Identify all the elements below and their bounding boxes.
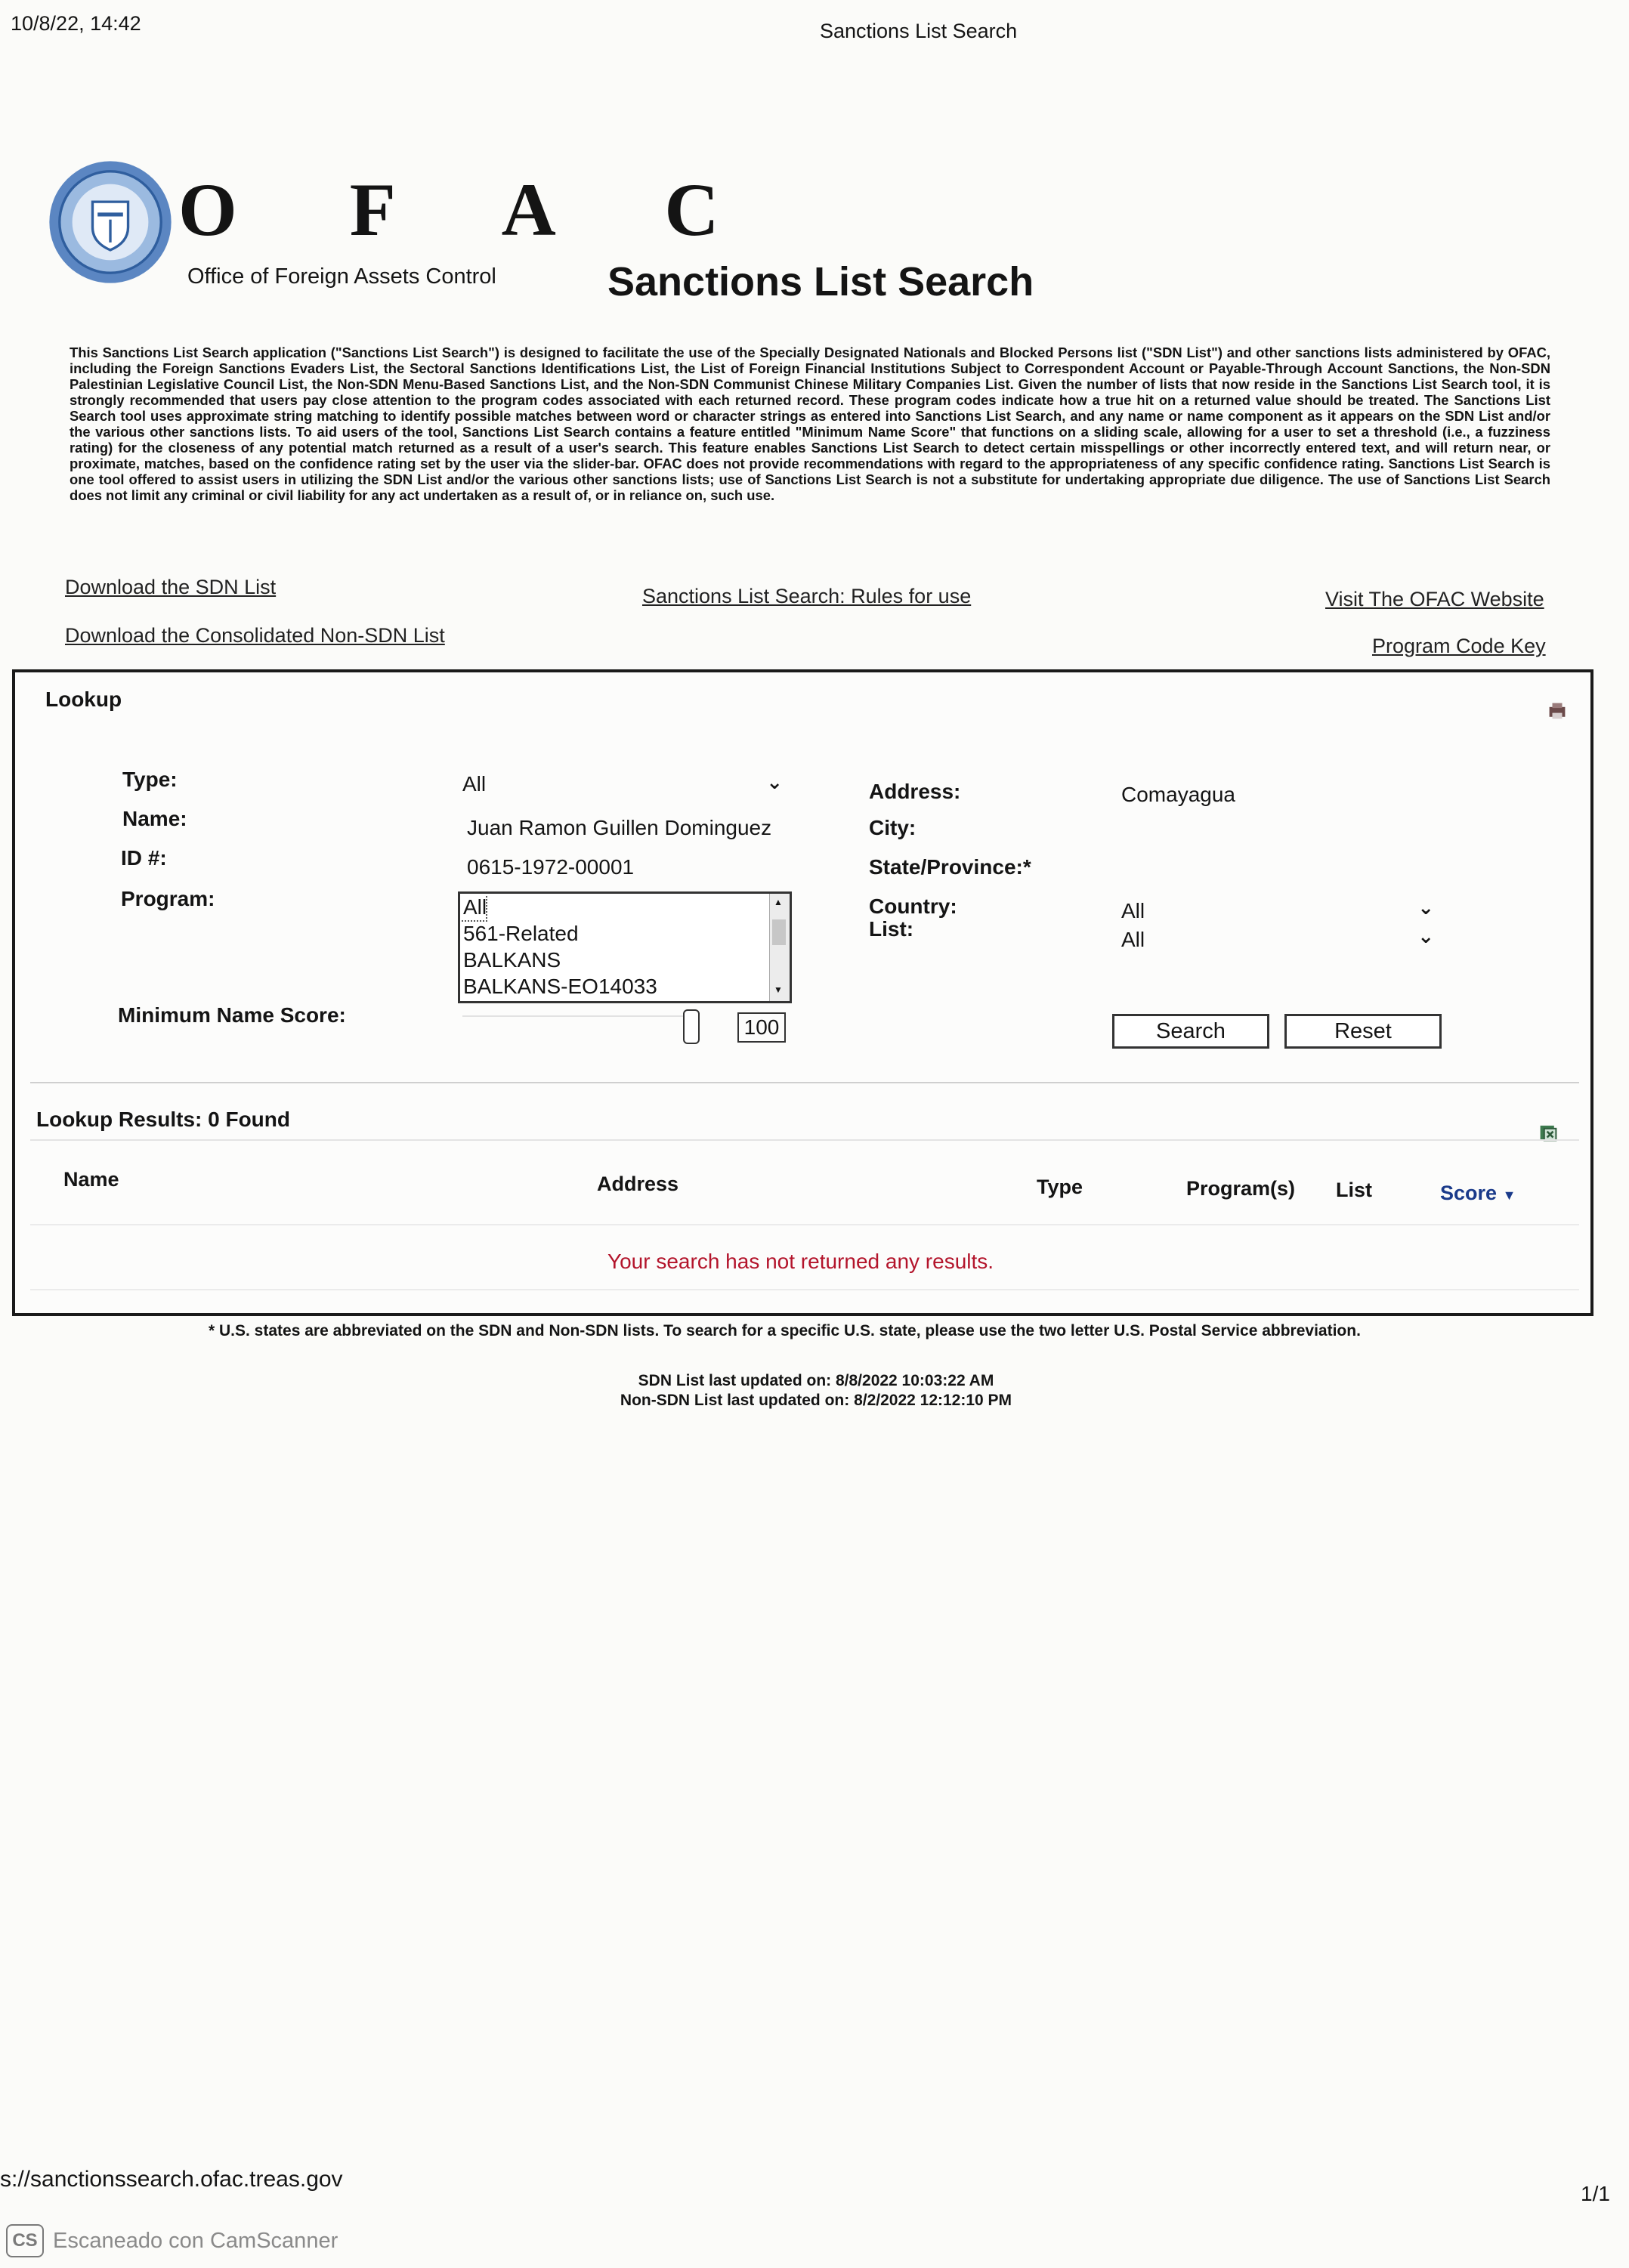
id-input[interactable]: 0615-1972-00001 (467, 855, 635, 879)
scroll-down-icon[interactable]: ▼ (774, 984, 783, 995)
program-code-key-link[interactable]: Program Code Key (1372, 635, 1546, 657)
min-score-slider-handle[interactable] (683, 1009, 700, 1044)
name-input[interactable]: Juan Ramon Guillen Dominguez (467, 816, 772, 839)
print-footer-url: s://sanctionssearch.ofac.treas.gov (0, 2167, 343, 2192)
ofac-logo-subtitle: Office of Foreign Assets Control (187, 264, 496, 289)
chevron-down-icon: ⌄ (766, 771, 783, 793)
column-header-type[interactable]: Type (1037, 1176, 1083, 1198)
chevron-down-icon: ⌄ (1417, 925, 1434, 947)
chevron-down-icon: ⌄ (1417, 896, 1434, 919)
search-button[interactable]: Search (1112, 1014, 1269, 1049)
scroll-up-icon[interactable]: ▲ (774, 897, 783, 907)
name-label: Name: (122, 807, 187, 830)
country-select[interactable] (1121, 896, 1439, 926)
column-header-list[interactable]: List (1336, 1179, 1373, 1201)
ofac-logo-text: O F A C (178, 168, 766, 252)
download-sdn-link[interactable]: Download the SDN List (65, 576, 277, 598)
visit-ofac-website-link[interactable]: Visit The OFAC Website (1325, 588, 1544, 610)
print-title: Sanctions List Search (820, 20, 1018, 42)
lookup-panel (12, 669, 1593, 1316)
program-option[interactable]: BALKANS-EO14033 (463, 975, 657, 998)
country-label: Country: (869, 895, 957, 918)
address-input[interactable]: Comayagua (1121, 783, 1235, 806)
column-header-score[interactable] (1440, 1182, 1516, 1205)
sdn-last-updated: SDN List last updated on: 8/8/2022 10:03:22 AM (638, 1372, 994, 1389)
results-heading: Lookup Results: 0 Found (36, 1108, 290, 1131)
non-sdn-last-updated: Non-SDN List last updated on: 8/2/2022 12:12:10 PM (620, 1392, 1012, 1409)
country-select-value: All (1121, 899, 1145, 922)
program-listbox[interactable] (458, 891, 792, 1003)
results-footer-divider (30, 1289, 1579, 1290)
camscanner-watermark: Escaneado con CamScanner (53, 2229, 338, 2253)
rules-for-use-link[interactable]: Sanctions List Search: Rules for use (642, 585, 972, 607)
treasury-seal-icon (47, 159, 174, 286)
column-header-programs[interactable]: Program(s) (1186, 1177, 1296, 1200)
program-scrollbar[interactable] (769, 894, 790, 1001)
results-divider (30, 1139, 1579, 1141)
scroll-thumb[interactable] (772, 919, 786, 945)
column-header-address[interactable]: Address (597, 1173, 679, 1195)
min-score-slider-track[interactable] (462, 1015, 689, 1017)
score-header-label: Score (1440, 1182, 1498, 1204)
id-label: ID #: (121, 846, 167, 870)
results-header-divider (30, 1224, 1579, 1225)
print-footer-page: 1/1 (1581, 2182, 1610, 2205)
program-option[interactable]: BALKANS (463, 948, 561, 972)
no-results-message: Your search has not returned any results. (607, 1250, 994, 1273)
min-score-label: Minimum Name Score: (118, 1003, 346, 1027)
list-select[interactable] (1121, 925, 1439, 955)
list-label: List: (869, 917, 914, 941)
address-label: Address: (869, 780, 961, 803)
state-label: State/Province:* (869, 855, 1031, 879)
type-label: Type: (122, 768, 178, 791)
print-icon[interactable] (1547, 701, 1567, 721)
sort-desc-icon: ▼ (1502, 1188, 1516, 1203)
lookup-heading: Lookup (45, 688, 122, 711)
program-option[interactable]: All (460, 894, 486, 920)
type-select-value: All (462, 772, 487, 796)
intro-disclaimer: This Sanctions List Search application ("Sanctions List Search") is designed to facilitate the use of the Specially Designated Nationals and Blocked Persons list ("SDN List") and other sanctions lists administered by OFAC, including the Foreign Sanctions Evaders List, the Sectoral Sanctions Identifications List, the List of Foreign Financial Institutions Subject to Correspondent Account or Payable-Through Account Sanctions, the Non-SDN Palestinian Legislative Council List, the Non-SDN Menu-Based Sanctions List, and the Non-SDN Communist Chinese Military Companies List. Given the number of lists that now reside in the Sanctions List Search tool, it is strongly recommended that users pay close attention to the program codes associated with each returned record. These program codes indicate how a true hit on a returned value should be treated. The Sanctions List Search tool uses approximate string matching to identify possible matches between word or character strings as entered into Sanctions List Search, and any name or name component as it appears on the SDN List and/or the various other sanctions lists. To aid users of the tool, Sanctions List Search contains a feature entitled "Minimum Name Score" that functions on a sliding scale, allowing for a user to set a threshold (i.e., a fuzziness rating) for the closeness of any potential match returned as a result of a user's search. This feature enables Sanctions List Search to detect certain misspellings or other incorrectly entered text, and will return near, or proximate, matches, based on the confidence rating set by the user via the slider-bar. OFAC does not provide recommendations with regard to the appropriateness of any specific confidence rating. Sanctions List Search is one tool offered to assist users in utilizing the SDN List and/or the various other sanctions lists; use of Sanctions List Search is not a substitute for undertaking appropriate due diligence. The use of Sanctions List Search does not limit any criminal or civil liability for any act undertaken as a result of, or in reliance on, such use. (70, 345, 1550, 503)
page-title: Sanctions List Search (607, 259, 1034, 304)
type-select[interactable] (462, 772, 787, 801)
list-select-value: All (1121, 928, 1145, 951)
download-consolidated-link[interactable]: Download the Consolidated Non-SDN List (65, 624, 445, 647)
city-input[interactable] (1121, 814, 1439, 842)
city-label: City: (869, 816, 917, 839)
column-header-name[interactable]: Name (63, 1168, 119, 1191)
reset-button[interactable]: Reset (1284, 1014, 1442, 1049)
program-option[interactable]: 561-Related (463, 922, 579, 945)
states-footnote: * U.S. states are abbreviated on the SDN and Non-SDN lists. To search for a specific U.S. state, please use the two letter U.S. Postal Service abbreviation. (209, 1322, 1361, 1339)
print-timestamp: 10/8/22, 14:42 (11, 12, 141, 35)
min-score-input[interactable]: 100 (737, 1012, 786, 1043)
program-label: Program: (121, 887, 215, 910)
state-input[interactable] (1121, 854, 1439, 881)
section-divider (30, 1082, 1579, 1083)
camscanner-logo: CS (6, 2224, 44, 2257)
